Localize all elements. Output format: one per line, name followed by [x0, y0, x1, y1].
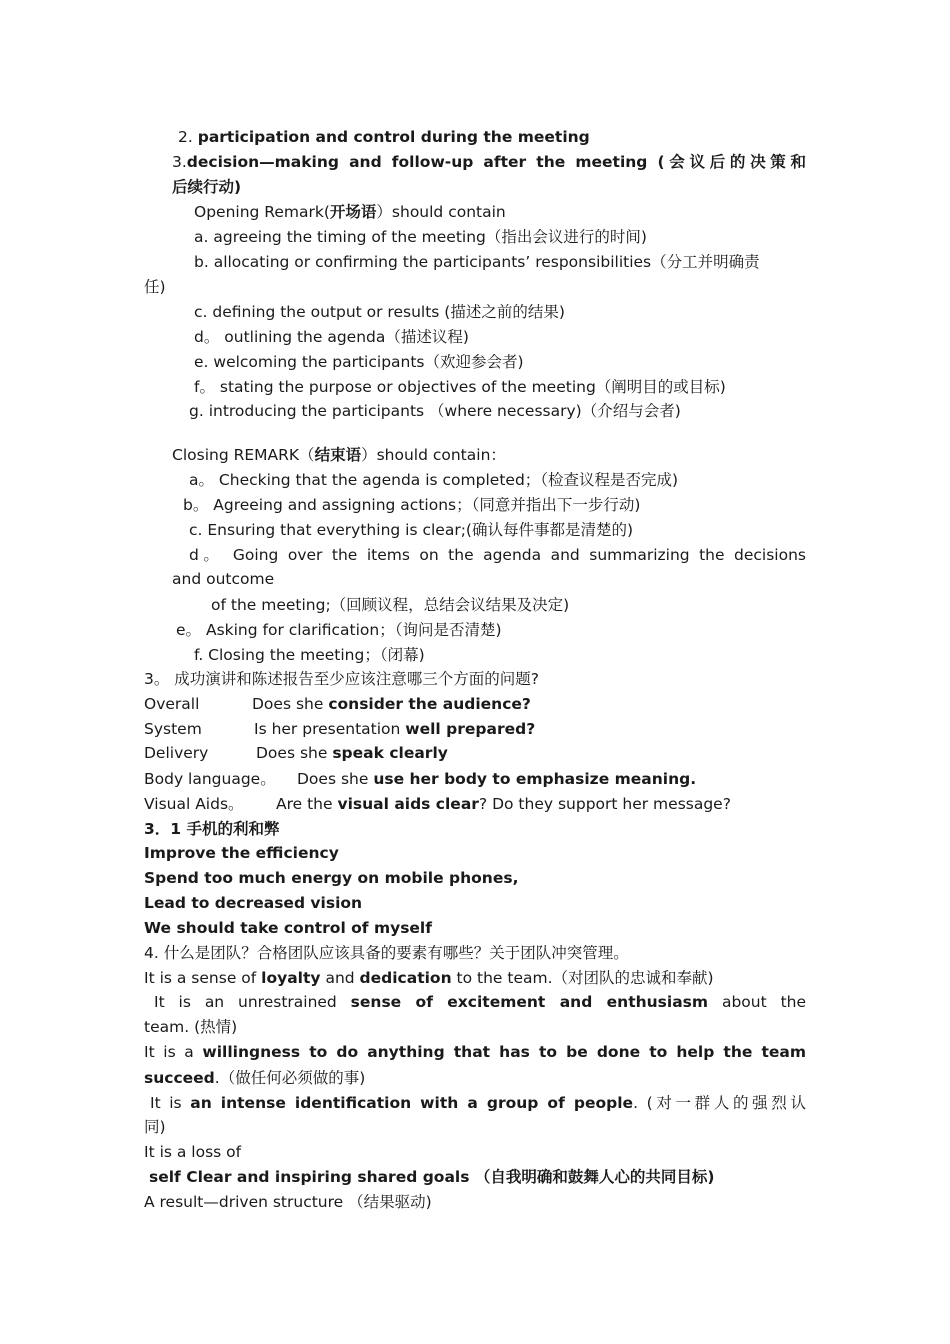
closing-item-continuation: and outcome — [172, 570, 275, 588]
closing-item: b。 Agreeing and assigning actions；（同意并指出下一步行动) — [183, 496, 641, 514]
stage-3-line: 3.decision—making and follow-up after the meeting (会议后的决策和 — [172, 153, 806, 171]
phones-line: Spend too much energy on mobile phones, — [144, 869, 519, 887]
closing-item: a。 Checking that the agenda is completed；（检查议程是否完成) — [189, 471, 679, 489]
opening-item: g. introducing the participants （where necessary)（介绍与会者) — [189, 402, 681, 420]
opening-item: e. welcoming the participants（欢迎参会者) — [194, 353, 524, 371]
closing-item: e。 Asking for clarification；（询问是否清楚) — [176, 621, 502, 639]
closing-item: f. Closing the meeting；（闭幕) — [194, 646, 425, 664]
team-line: It is an unrestrained sense of excitement and enthusiasm about the — [154, 993, 807, 1011]
opening-item: a. agreeing the timing of the meeting（指出会议进行的时间) — [194, 228, 647, 246]
opening-item: f。 stating the purpose or objectives of the meeting（阐明目的或目标) — [194, 378, 726, 396]
team-line-continuation: 同) — [144, 1118, 166, 1136]
presentation-question: 3。 成功演讲和陈述报告至少应该注意哪三个方面的问题? — [144, 670, 540, 688]
opening-item-continuation: 任) — [144, 278, 166, 296]
team-line: It is a loss of — [144, 1143, 242, 1161]
opening-item: d。 outlining the agenda（描述议程) — [194, 328, 469, 346]
opening-item: b. allocating or confirming the participants’ responsibilities（分工并明确责 — [194, 253, 760, 271]
closing-item-continuation: of the meeting;（回顾议程，总结会议结果及决定) — [211, 596, 570, 614]
closing-remark-title: Closing REMARK（结束语）should contain： — [172, 446, 506, 464]
team-line: A result—driven structure （结果驱动) — [144, 1193, 432, 1211]
phones-line: Improve the efficiency — [144, 844, 339, 862]
presentation-row: System Is her presentation well prepared? — [144, 720, 536, 738]
team-line-continuation: team. (热情) — [144, 1018, 238, 1036]
team-line: self Clear and inspiring shared goals （自我明确和鼓舞人心的共同目标) — [149, 1168, 715, 1186]
presentation-row: Overall Does she consider the audience? — [144, 695, 531, 713]
team-line: It is an intense identification with a group of people. (对一群人的强烈认 — [150, 1094, 807, 1112]
closing-item: c. Ensuring that everything is clear;(确认每件事都是清楚的) — [189, 521, 634, 539]
team-question: 4. 什么是团队？合格团队应该具备的要素有哪些？关于团队冲突管理。 — [144, 944, 629, 962]
phones-heading: 3．1 手机的利和弊 — [144, 820, 280, 838]
opening-remark-title: Opening Remark(开场语）should contain — [194, 203, 506, 221]
phones-line: Lead to decreased vision — [144, 894, 363, 912]
opening-item: c. defining the output or results (描述之前的结果) — [194, 303, 565, 321]
team-line: It is a sense of loyalty and dedication to the team.（对团队的忠诚和奉献) — [144, 969, 714, 987]
team-line: It is a willingness to do anything that has to be done to help the team — [144, 1043, 807, 1061]
closing-item: d。 Going over the items on the agenda and summarizing the decisions — [189, 546, 806, 564]
stage-2-line: 2. participation and control during the meeting — [178, 128, 590, 146]
presentation-row: Body language。 Does she use her body to emphasize meaning. — [144, 770, 697, 788]
presentation-row: Visual Aids。 Are the visual aids clear? Do they support her message? — [144, 795, 731, 813]
team-line-continuation: succeed.（做任何必须做的事) — [144, 1069, 366, 1087]
stage-3-continuation: 后续行动) — [172, 178, 242, 196]
phones-line: We should take control of myself — [144, 919, 432, 937]
presentation-row: Delivery Does she speak clearly — [144, 744, 448, 762]
